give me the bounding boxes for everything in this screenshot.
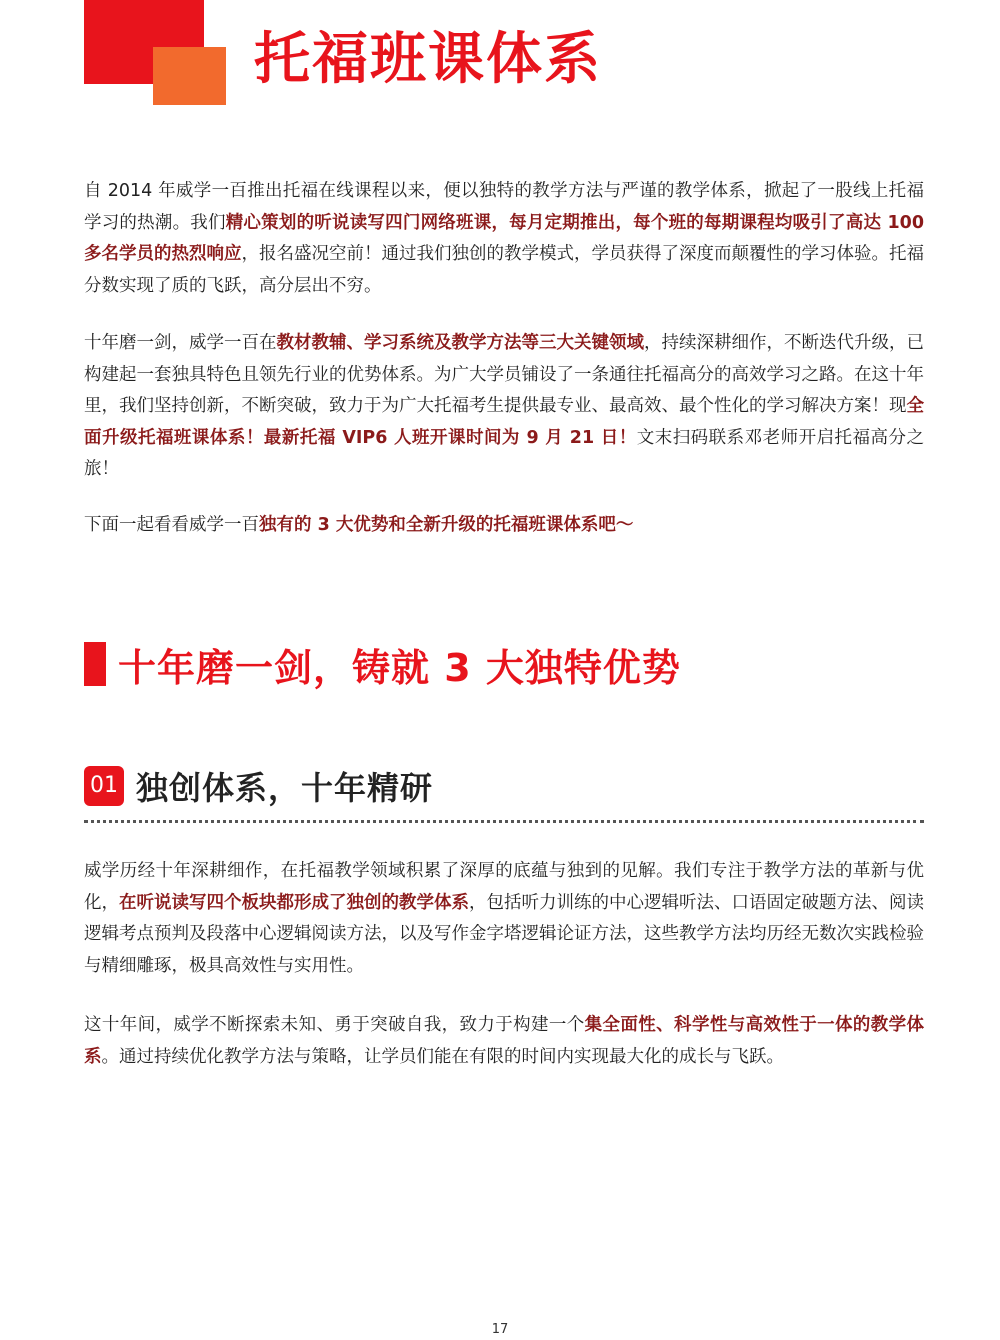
highlighted-text: 在听说读写四个板块都形成了独创的教学体系 [119, 892, 469, 913]
body-text: 文末扫码联系邓老师开启托福高分之旅！ [84, 427, 925, 479]
body-text: 十年磨一剑，威学一百在 [84, 333, 277, 353]
highlighted-text: 全面升级托福班课体系！最新托福 VIP6 人班开课时间为 9 月 21 日！ [84, 396, 924, 448]
body-paragraph-1 [84, 856, 924, 982]
section-heading [84, 640, 681, 688]
highlighted-text: 教材教辅、学习系统及教学方法等三大关键领域 [276, 333, 644, 353]
intro-paragraph-1 [84, 176, 924, 302]
body-text: 自 2014 年威学一百推出托福在线课程以来，便以独特的教学方法与严谨的教学体系，掀起了一股线上托福学习的热潮。我们 [84, 181, 924, 233]
decorative-orange-square [153, 47, 226, 105]
body-text: ，包括听力训练的中心逻辑听法、口语固定破题方法、阅读逻辑考点预判及段落中心逻辑阅读方法，以及写作金字塔逻辑论证方法，这些教学方法均历经无数次实践检验与精细雕琢，极具高效性与实用性。 [84, 892, 924, 976]
body-paragraph-2 [84, 1010, 924, 1073]
section-heading-bar [84, 642, 106, 686]
subsection-title: 独创体系，十年精研 [136, 769, 434, 807]
body-text: 威学历经十年深耕细作，在托福教学领域积累了深厚的底蕴与独到的见解。我们专注于教学方法的革新与优化， [84, 861, 924, 913]
intro-paragraph-2 [84, 328, 924, 486]
highlighted-text: 集全面性、科学性与高效性于一体的教学体系 [84, 1015, 925, 1067]
subsection-number-badge: 01 [84, 766, 124, 806]
intro-paragraph-3 [84, 510, 924, 542]
body-text: 。通过持续优化教学方法与策略，让学员们能在有限的时间内实现最大化的成长与飞跃。 [101, 1046, 784, 1067]
highlighted-text: 独有的 3 大优势和全新升级的托福班课体系吧～ [259, 515, 634, 535]
page-title: 托福班课体系 [254, 27, 602, 92]
dotted-divider [84, 820, 924, 823]
section-heading-text: 十年磨一剑，铸就 3 大独特优势 [118, 645, 681, 690]
body-text: ，报名盛况空前！通过我们独创的教学模式，学员获得了深度而颠覆性的学习体验。托福分数实现了质的飞跃，高分层出不穷。 [84, 244, 924, 296]
body-text: 下面一起看看威学一百 [84, 515, 259, 535]
body-text: 这十年间，威学不断探索未知、勇于突破自我，致力于构建一个 [84, 1015, 585, 1035]
body-text: ，持续深耕细作，不断迭代升级，已构建起一套独具特色且领先行业的优势体系。为广大学员铺设了一条通往托福高分的高效学习之路。在这十年里，我们坚持创新，不断突破，致力于为广大托福考生提供最专业、最高效、最个性化的学习解决方案！现 [84, 333, 924, 416]
highlighted-text: 精心策划的听说读写四门网络班课，每月定期推出，每个班的每期课程均吸引了高达 100 多名学员的热烈响应 [84, 212, 924, 264]
page-number: 17 [491, 1322, 509, 1337]
subsection-heading [84, 764, 433, 808]
